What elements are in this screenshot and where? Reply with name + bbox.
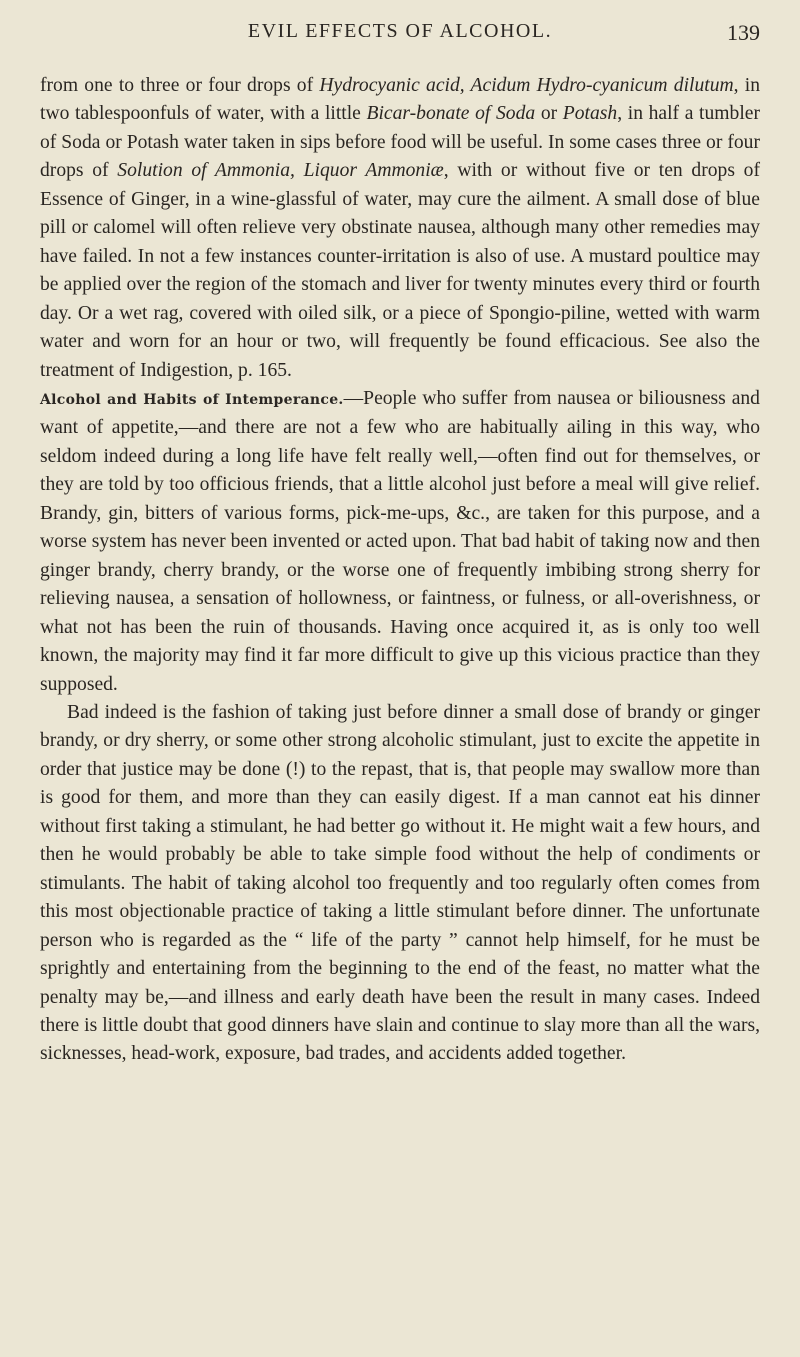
p1-text-5: , with or without five or ten drops of Essence of Ginger, in a wine-glassful of water, may cure the ailment. A small dose of blue pill or calomel will often relieve very obstinate nausea, although many other remedies may have failed. In not a few instances counter-irritation is also of use. A mustard poultice may be applied over the region of the stomach and liver for twenty minutes every third or fourth day. Or a wet rag, covered with oiled silk, or a piece of Spongio-piline, wetted with warm water and worn for an hour or two, will frequently be found efficacious. See also the treatment of Indigestion, p. 165. <box>40 160 760 381</box>
page-header <box>40 20 760 56</box>
p1-text-2: , in two tablespoonfuls of water, with a little <box>40 75 760 125</box>
running-head: EVIL EFFECTS OF ALCOHOL. <box>247 20 553 42</box>
page-number: 139 <box>727 20 760 45</box>
section-heading: Alcohol and Habits of Intemperance. <box>40 391 344 408</box>
paragraph-alcohol-habits <box>40 385 760 699</box>
p1-italic-hydrocyanic: Hydrocyanic acid, Acidum Hydro-cyanicum dilutum <box>319 75 734 96</box>
p1-italic-bicarbonate: Bicar-bonate of Soda <box>366 103 536 125</box>
p2-text: —People who suffer from nausea or biliousness and want of appetite,—and there are not a few who are habitually ailing in this way, who seldom indeed during a long life have felt really well,—often find out for themselves, or they are told by too officious friends, that a little alcohol just before a meal will give relief. Brandy, gin, bitters of various forms, pick-me-ups, &c., are taken for this purpose, and a worse system has never been invented or acted upon. That bad habit of taking now and then ginger brandy, cherry brandy, or the worse one of frequently imbibing strong sherry for relieving nausea, a sensation of hollowness, or faintness, or fulness, or all-overishness, or what not has been the ruin of thousands. Having once acquired it, as is only too well known, the majority may find it far more difficult to give up this vicious practice than they supposed. <box>40 387 760 695</box>
p1-italic-ammonia: Solution of Ammonia, Liquor Ammoniæ <box>117 160 444 182</box>
p1-text-1: from one to three or four drops of <box>40 75 320 96</box>
paragraph-continuation <box>40 72 760 385</box>
page-body <box>40 72 760 1069</box>
p1-italic-potash: Potash <box>562 103 618 125</box>
paragraph-dinner <box>40 699 760 1069</box>
p1-text-4: , in half a tumbler of Soda or Potash water taken in sips before food will be useful. In some cases three or four drops of <box>40 103 760 182</box>
p1-text-3: or <box>535 103 563 125</box>
p3-text: Bad indeed is the fashion of taking just before dinner a small dose of brandy or ginger brandy, or dry sherry, or some other strong alcoholic stimulant, just to excite the appetite in order that justice may be done (!) to the repast, that is, that people may swallow more than is good for them, and more than they can easily digest. If a man cannot eat his dinner without first taking a stimulant, he had better go without it. He might wait a few hours, and then he would probably be able to take simple food without the help of condiments or stimulants. The habit of taking alcohol too frequently and too regularly often comes from this most objectionable practice of taking a little stimulant before dinner. The unfortunate person who is regarded as the “ life of the party ” cannot help himself, for he must be sprightly and entertaining from the beginning to the end of the feast, no matter what the penalty may be,—and illness and early death have been the result in many cases. Indeed there is little doubt that good dinners have slain and continue to slay more than all the wars, sicknesses, head-work, exposure, bad trades, and accidents added together. <box>40 701 760 1065</box>
